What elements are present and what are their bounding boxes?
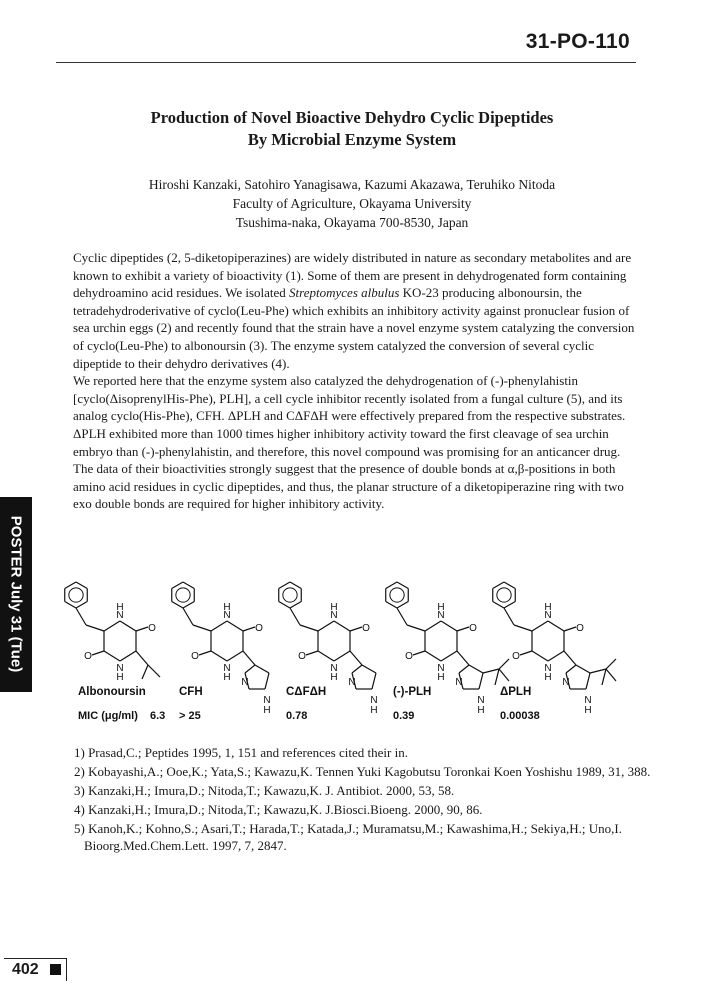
ring-bond xyxy=(120,651,136,661)
bond-line xyxy=(606,659,616,669)
bond-line xyxy=(413,651,425,655)
author-block xyxy=(0,175,704,232)
atom-label: N xyxy=(348,677,356,688)
atom-label: N xyxy=(370,695,378,706)
atom-label: H xyxy=(330,602,338,613)
atom-label: N xyxy=(263,695,271,706)
compound-mic-value: 0.00038 xyxy=(500,710,540,722)
atom-label: N xyxy=(330,610,338,621)
bond-line xyxy=(602,669,606,685)
atom-label: N xyxy=(223,610,231,621)
atom-label: N xyxy=(544,610,552,621)
compound-structure xyxy=(65,582,166,722)
author-address: Tsushima-naka, Okayama 700-8530, Japan xyxy=(235,215,469,230)
atom-label: O xyxy=(405,651,413,662)
bond-line xyxy=(499,659,509,669)
atom-label: N xyxy=(223,663,231,674)
compound-mic-value: 6.3 xyxy=(150,710,166,722)
p1-text-a: Cyclic dipeptides (2, 5-diketopiperazines) are widely distributed in nature as secondary metabolites and are known to exhibit a variety of bioactivity (1). Some of them are present in dehydrogenated form containing dehydroamino acid residues. We isolated xyxy=(73,250,632,301)
author-affiliation: Faculty of Agriculture, Okayama University xyxy=(232,196,472,211)
imidazole-bond xyxy=(372,673,376,689)
imidazole-bond xyxy=(459,665,469,673)
benzene-bond xyxy=(504,582,515,589)
bond-line xyxy=(183,608,193,625)
reference-item: 5) Kanoh,K.; Kohno,S.; Asari,T.; Harada,T.; Katada,J.; Muramatsu,M.; Kawashima,H.; Sekiya,H.; Uno,I. Bioorg.Med.Chem.Lett. 1997, 7, 2847. xyxy=(74,821,622,853)
atom-label: H xyxy=(584,705,592,716)
atom-label: O xyxy=(148,623,156,634)
ring-bond xyxy=(548,621,564,631)
atom-label: N xyxy=(455,677,463,688)
benzene-bond xyxy=(76,602,87,609)
imidazole-bond xyxy=(566,665,576,673)
author-names: Hiroshi Kanzaki, Satohiro Yanagisawa, Kazumi Akazawa, Teruhiko Nitoda xyxy=(148,177,556,192)
benzene-bond xyxy=(65,582,76,589)
bond-line xyxy=(136,627,148,631)
imidazole-bond xyxy=(245,665,255,673)
atom-label: N xyxy=(116,610,124,621)
ring-bond xyxy=(532,651,548,661)
structures-figure xyxy=(62,565,662,742)
abstract-paragraph-3: The data of their bioactivities strongly suggest that the presence of double bonds at α,β-positions in both amino acid residues in cyclic dipeptides, and thus, the planar structure of a diketopiperazine ring with two exo double bonds are required for higher inhibitory activity. xyxy=(73,461,624,512)
references-list xyxy=(74,744,654,856)
atom-label: O xyxy=(576,623,584,634)
bond-line xyxy=(199,651,211,655)
bond-line xyxy=(193,625,211,631)
atom-label: N xyxy=(330,663,338,674)
ring-bond xyxy=(441,621,457,631)
bond-line xyxy=(397,608,407,625)
atom-label: O xyxy=(255,623,263,634)
bond-line xyxy=(136,651,148,665)
atom-label: N xyxy=(116,663,124,674)
atom-label: H xyxy=(544,602,552,613)
aromatic-circle xyxy=(176,588,190,602)
abstract-body xyxy=(73,249,637,513)
atom-label: O xyxy=(469,623,477,634)
ring-bond xyxy=(334,621,350,631)
benzene-bond xyxy=(279,582,290,589)
compound-structure xyxy=(386,582,509,722)
ring-bond xyxy=(211,651,227,661)
side-tab-label: POSTER July 31 (Tue) xyxy=(7,515,25,673)
benzene-bond xyxy=(504,602,515,609)
atom-label: H xyxy=(116,672,124,683)
atom-label: H xyxy=(223,672,231,683)
compound-mic-value: 0.39 xyxy=(393,710,415,722)
ring-bond xyxy=(104,651,120,661)
page-number-box xyxy=(4,958,67,981)
atom-label: O xyxy=(298,651,306,662)
benzene-bond xyxy=(279,602,290,609)
atom-label: O xyxy=(84,651,92,662)
p1-text-b: KO-23 producing albonoursin, the tetradehydroderivative of cyclo(Leu-Phe) which exhibits an inhibitory activity against pronuclear fusion of sea urchin eggs (2) and recently found that the strain have a novel enzyme system catalyzing the conversion of cyclo(Leu-Phe) to albonoursin (3). The enzyme system catalyzed the conversion of several cyclic dipeptide to their dehydro derivatives (4). xyxy=(73,285,635,371)
benzene-bond xyxy=(290,602,301,609)
compound-structure xyxy=(493,582,616,722)
bond-line xyxy=(483,669,499,673)
bond-line xyxy=(148,665,160,677)
atom-label: H xyxy=(330,672,338,683)
bond-line xyxy=(495,669,499,685)
page-number: 402 xyxy=(12,961,39,978)
bond-line xyxy=(142,665,148,679)
benzene-bond xyxy=(172,582,183,589)
atom-label: N xyxy=(241,677,249,688)
atom-label: N xyxy=(437,610,445,621)
imidazole-bond xyxy=(586,673,590,689)
aromatic-circle xyxy=(497,588,511,602)
imidazole-bond xyxy=(576,665,590,673)
imidazole-bond xyxy=(255,665,269,673)
atom-label: H xyxy=(223,602,231,613)
benzene-bond xyxy=(493,602,504,609)
benzene-bond xyxy=(76,582,87,589)
atom-label: N xyxy=(544,663,552,674)
compound-name: CFH xyxy=(179,686,203,698)
benzene-bond xyxy=(183,582,194,589)
abstract-paragraph-1 xyxy=(73,249,637,372)
compound-name: Albonoursin xyxy=(78,686,146,698)
reference-item: 3) Kanzaki,H.; Imura,D.; Nitoda,T.; Kawazu,K. J. Antibiot. 2000, 53, 58. xyxy=(74,783,455,798)
ring-bond xyxy=(318,651,334,661)
ring-bond xyxy=(425,621,441,631)
compound-mic-value: > 25 xyxy=(179,710,201,722)
atom-label: H xyxy=(544,672,552,683)
imidazole-bond xyxy=(469,665,483,673)
ring-bond xyxy=(441,651,457,661)
bond-line xyxy=(564,627,576,631)
atom-label: H xyxy=(116,602,124,613)
bond-line xyxy=(504,608,514,625)
ring-bond xyxy=(425,651,441,661)
reference-item: 2) Kobayashi,A.; Ooe,K.; Yata,S.; Kawazu,K. Tennen Yuki Kagobutsu Toronkai Koen Yoshishu 1989, 31, 388. xyxy=(74,764,651,779)
bond-line xyxy=(606,669,616,681)
ring-bond xyxy=(318,621,334,631)
compound-name: ΔPLH xyxy=(500,686,532,698)
bond-line xyxy=(407,625,425,631)
title-line-2: By Microbial Enzyme System xyxy=(247,130,457,149)
reference-item: 1) Prasad,C.; Peptides 1995, 1, 151 and references cited their in. xyxy=(74,745,408,760)
poster-code: 31-PO-110 xyxy=(525,30,630,53)
compound-structure xyxy=(279,582,378,722)
aromatic-circle xyxy=(390,588,404,602)
atom-label: N xyxy=(584,695,592,706)
ring-bond xyxy=(532,621,548,631)
bond-line xyxy=(350,651,362,665)
atom-label: O xyxy=(362,623,370,634)
bond-line xyxy=(457,627,469,631)
bond-line xyxy=(564,651,576,665)
benzene-bond xyxy=(386,582,397,589)
compound-structure xyxy=(172,582,271,722)
atom-label: H xyxy=(263,705,271,716)
page-marker-square xyxy=(50,964,61,975)
benzene-bond xyxy=(493,582,504,589)
header-rule xyxy=(56,62,636,63)
atom-label: H xyxy=(437,672,445,683)
benzene-bond xyxy=(65,602,76,609)
benzene-bond xyxy=(183,602,194,609)
bond-line xyxy=(350,627,362,631)
imidazole-bond xyxy=(265,673,269,689)
compound-name: CΔFΔH xyxy=(286,686,327,698)
bond-line xyxy=(499,669,509,681)
bond-line xyxy=(514,625,532,631)
imidazole-bond xyxy=(479,673,483,689)
bond-line xyxy=(76,608,86,625)
bond-line xyxy=(86,625,104,631)
bond-line xyxy=(306,651,318,655)
bond-line xyxy=(457,651,469,665)
paper-title xyxy=(0,107,704,151)
ring-bond xyxy=(548,651,564,661)
bond-line xyxy=(300,625,318,631)
abstract-paragraph-2: We reported here that the enzyme system also catalyzed the dehydrogenation of (-)-phenylahistin [cyclo(ΔisoprenylHis-Phe), PLH], a cell cycle inhibitor recently isolated from a fungal culture (5), and its analog cyclo(His-Phe), CFH. ΔPLH and CΔFΔH were effectively prepared from the respective substrates. ΔPLH exhibited more than 1000 times higher inhibitory activity toward the first cleavage of sea urchin embryo than (-)-phenylahistin, and therefore, this novel compound was promising for an anticancer drug. xyxy=(73,373,626,459)
atom-label: N xyxy=(437,663,445,674)
bond-line xyxy=(243,651,255,665)
aromatic-circle xyxy=(69,588,83,602)
mic-label: MIC (μg/ml) xyxy=(78,710,138,722)
ring-bond xyxy=(227,621,243,631)
compound-mic-value: 0.78 xyxy=(286,710,308,722)
bond-line xyxy=(243,627,255,631)
reference-item: 4) Kanzaki,H.; Imura,D.; Nitoda,T.; Kawazu,K. J.Biosci.Bioeng. 2000, 90, 86. xyxy=(74,802,483,817)
atom-label: H xyxy=(370,705,378,716)
bond-line xyxy=(590,669,606,673)
species-name: Streptomyces albulus xyxy=(289,285,400,301)
atom-label: H xyxy=(477,705,485,716)
benzene-bond xyxy=(172,602,183,609)
title-line-1: Production of Novel Bioactive Dehydro Cyclic Dipeptides xyxy=(150,108,554,127)
session-side-tab xyxy=(0,497,32,692)
atom-label: O xyxy=(512,651,520,662)
aromatic-circle xyxy=(283,588,297,602)
benzene-bond xyxy=(290,582,301,589)
ring-bond xyxy=(120,621,136,631)
imidazole-bond xyxy=(362,665,376,673)
ring-bond xyxy=(211,621,227,631)
imidazole-bond xyxy=(352,665,362,673)
bond-line xyxy=(520,651,532,655)
atom-label: N xyxy=(477,695,485,706)
chemical-structures xyxy=(62,565,662,737)
atom-label: H xyxy=(437,602,445,613)
ring-bond xyxy=(334,651,350,661)
bond-line xyxy=(92,651,104,655)
benzene-bond xyxy=(397,602,408,609)
benzene-bond xyxy=(386,602,397,609)
compound-name: (-)-PLH xyxy=(393,686,432,698)
atom-label: O xyxy=(191,651,199,662)
ring-bond xyxy=(104,621,120,631)
atom-label: N xyxy=(562,677,570,688)
ring-bond xyxy=(227,651,243,661)
bond-line xyxy=(290,608,300,625)
benzene-bond xyxy=(397,582,408,589)
